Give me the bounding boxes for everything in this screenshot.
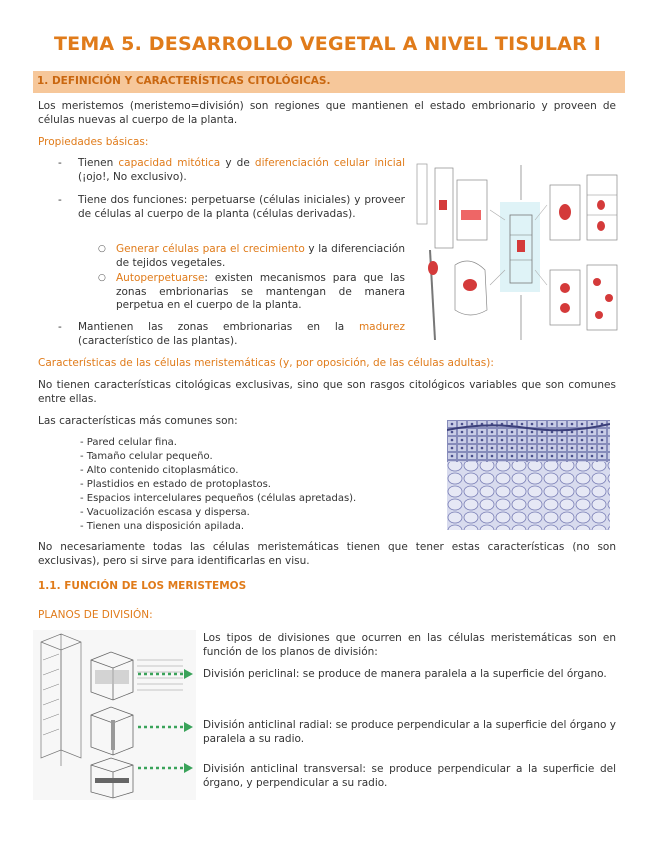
common-characteristics-heading: Las características más comunes son: xyxy=(38,415,238,427)
division-planes-diagram xyxy=(33,630,196,800)
characteristic-item: - Tamaño celular pequeño. xyxy=(80,451,213,462)
note-paragraph: No necesariamente todas las células meristemáticas tienen que tener estas características (no son exclusivas), pero si sirve para identificarlas en visu. xyxy=(38,541,616,567)
division-anticlinal-radial: División anticlinal radial: se produce perpendicular a la superficie del órgano y paralela a su radio. xyxy=(203,719,616,745)
characteristic-item: - Espacios intercelulares pequeños (células apretadas). xyxy=(80,493,357,504)
bullet-dash: - xyxy=(58,321,62,333)
division-anticlinal-transversal: División anticlinal transversal: se produce perpendicular a la superficie del órgano, y perpendicular a su radio. xyxy=(203,763,616,789)
bullet-dash: - xyxy=(58,157,62,169)
properties-heading: Propiedades básicas: xyxy=(38,136,149,148)
arrow-periclinal-icon xyxy=(138,668,194,680)
page-title: TEMA 5. DESARROLLO VEGETAL A NIVEL TISULAR I xyxy=(53,33,601,55)
bullet-mitotic: Tienen capacidad mitótica y de diferenciación celular inicial (¡ojo!, No exclusivo). xyxy=(78,157,406,183)
characteristics-intro: No tienen características citológicas exclusivas, sino que son rasgos citológicos variables que son comunes entre ellas. xyxy=(38,379,616,405)
characteristic-item: - Alto contenido citoplasmático. xyxy=(80,465,239,476)
arrow-anticlinal-transversal-icon xyxy=(138,762,194,774)
sub-bullet-perpetuate: Autoperpetuarse: existen mecanismos para que las zonas embrionarias se mantengan de manera perpetua en el cuerpo de la planta. xyxy=(116,272,405,311)
characteristics-list xyxy=(80,436,420,534)
characteristic-item: - Plastidios en estado de protoplastos. xyxy=(80,479,271,490)
section-heading-bar xyxy=(33,71,625,93)
sub-bullet-circle: ○ xyxy=(98,244,106,254)
characteristic-item: - Tienen una disposición apilada. xyxy=(80,521,245,532)
characteristic-item: - Vacuolización escasa y dispersa. xyxy=(80,507,250,518)
sub-bullet-circle: ○ xyxy=(98,273,106,283)
intro-paragraph: Los meristemos (meristemo=división) son regiones que mantienen el estado embrionario y proveen de células nuevas al cuerpo de la planta. xyxy=(38,100,616,126)
characteristics-heading: Características de las células meristemáticas (y, por oposición, de las células adultas): xyxy=(38,357,494,369)
arrow-anticlinal-radial-icon xyxy=(138,721,194,733)
sub-bullet-growth: Generar células para el crecimiento y la diferenciación de tejidos vegetales. xyxy=(116,243,406,269)
meristem-micrograph xyxy=(447,420,610,530)
meristem-cells-diagram xyxy=(415,160,620,345)
planes-heading: PLANOS DE DIVISIÓN: xyxy=(38,609,153,621)
bullet-maturity: Mantienen las zonas embrionarias en la madurez (característico de las plantas). xyxy=(78,321,405,347)
bullet-functions: Tiene dos funciones: perpetuarse (células iniciales) y proveer de células al cuerpo de la planta (células derivadas). xyxy=(78,194,405,220)
section-1-heading: 1. DEFINICIÓN Y CARACTERÍSTICAS CITOLÓGICAS. xyxy=(37,75,331,87)
division-periclinal: División periclinal: se produce de manera paralela a la superficie del órgano. xyxy=(203,668,607,680)
section-1-1-heading: 1.1. FUNCIÓN DE LOS MERISTEMOS xyxy=(38,580,247,592)
planes-intro: Los tipos de divisiones que ocurren en las células meristemáticas son en función de los planos de división: xyxy=(203,632,616,658)
bullet-dash: - xyxy=(58,194,62,206)
characteristic-item: - Pared celular fina. xyxy=(80,437,177,448)
